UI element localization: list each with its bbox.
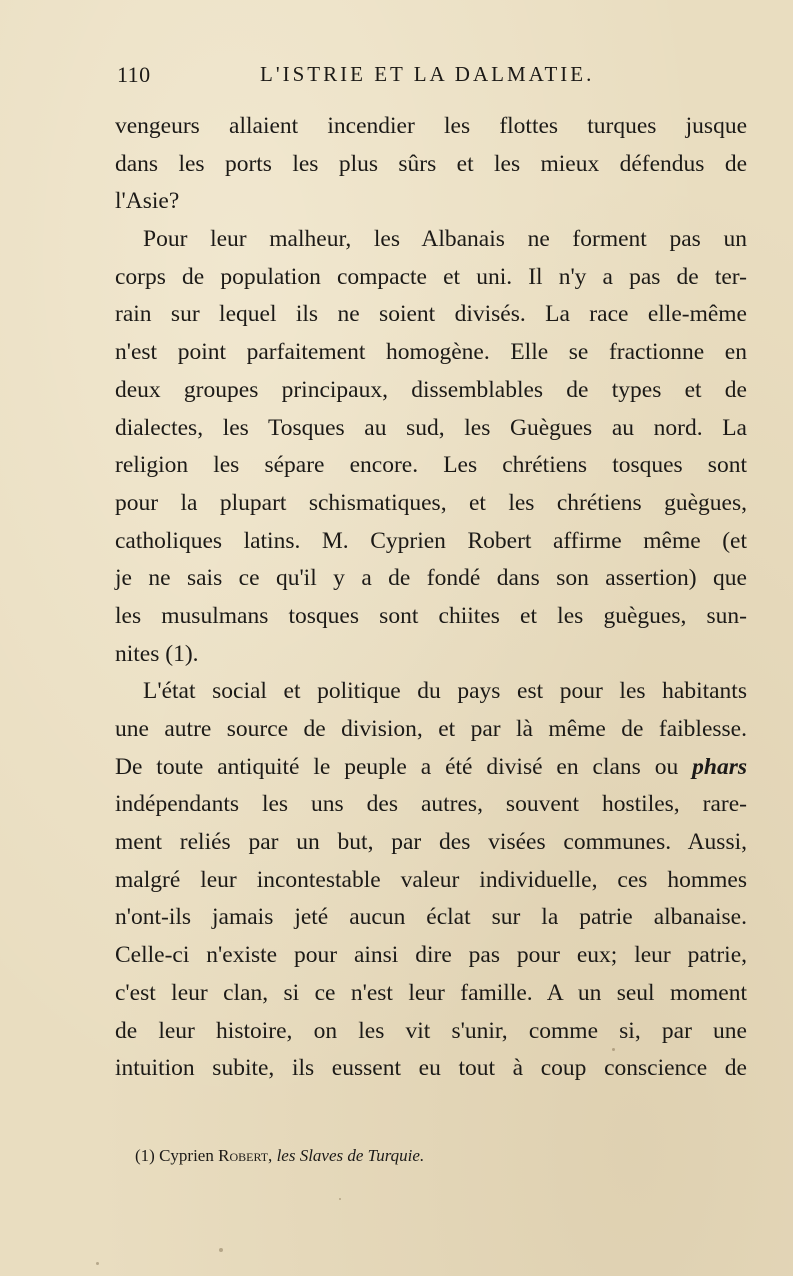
page-number: 110 <box>117 62 151 87</box>
text-line: les musulmans tosques sont chiites et les guègues, sun- <box>115 602 747 629</box>
text-line: corps de population compacte et uni. Il n'y a pas de ter- <box>115 263 747 290</box>
footnote-author-first: Cyprien <box>159 1146 214 1165</box>
text-line: n'est point parfaitement homogène. Elle se fractionne en <box>115 339 747 366</box>
footnote-title: les Slaves de Turquie. <box>276 1146 425 1165</box>
text-line: malgré leur incontestable valeur individuelle, ces hommes <box>115 866 747 893</box>
footnote <box>135 1146 424 1166</box>
running-title: L'ISTRIE ET LA DALMATIE. <box>260 62 595 86</box>
text-line-segment: De toute antiquité le peuple a été divisé en clans ou <box>115 753 679 780</box>
text-line: une autre source de division, et par là même de faiblesse. <box>115 716 747 742</box>
text-line: nites (1). <box>115 640 199 667</box>
text-line: indépendants les uns des autres, souvent hostiles, rare- <box>115 791 747 818</box>
page-header <box>117 62 747 92</box>
text-line: religion les sépare encore. Les chrétiens tosques sont <box>115 452 747 479</box>
text-line: ment reliés par un but, par des visées communes. Aussi, <box>115 829 747 856</box>
text-line: rain sur lequel ils ne soient divisés. La race elle-même <box>115 301 747 328</box>
text-line: Celle-ci n'existe pour ainsi dire pas pour eux; leur patrie, <box>115 942 747 969</box>
footnote-author-last: Robert, <box>218 1146 273 1165</box>
text-line: dans les ports les plus sûrs et les mieux défendus de <box>115 150 747 177</box>
text-line: n'ont-ils jamais jeté aucun éclat sur la patrie albanaise. <box>115 904 747 931</box>
text-line: de leur histoire, on les vit s'unir, comme si, par une <box>115 1017 747 1044</box>
text-line: pour la plupart schismatiques, et les chrétiens guègues, <box>115 489 747 516</box>
text-line: dialectes, les Tosques au sud, les Guègues au nord. La <box>115 414 747 441</box>
text-line: je ne sais ce qu'il y a de fondé dans son assertion) que <box>115 565 747 592</box>
text-line: vengeurs allaient incendier les flottes turques jusque <box>115 113 747 139</box>
text-line: c'est leur clan, si ce n'est leur famille. A un seul moment <box>115 979 747 1006</box>
paper-speck <box>612 1048 615 1051</box>
text-line: L'état social et politique du pays est pour les habitants <box>143 678 747 705</box>
paper-speck <box>219 1248 223 1252</box>
paper-speck <box>339 1198 341 1200</box>
text-line: Pour leur malheur, les Albanais ne forment pas un <box>143 226 747 253</box>
text-line: intuition subite, ils eussent eu tout à coup conscience de <box>115 1055 747 1082</box>
italic-term: phars <box>692 753 748 780</box>
text-line: deux groupes principaux, dissemblables de types et de <box>115 376 747 403</box>
footnote-marker: (1) <box>135 1146 155 1165</box>
text-line-with-italic <box>115 749 747 787</box>
body-text <box>115 108 747 1088</box>
paper-speck <box>96 1262 99 1265</box>
text-line: l'Asie? <box>115 188 180 215</box>
text-line: catholiques latins. M. Cyprien Robert affirme même (et <box>115 527 747 554</box>
